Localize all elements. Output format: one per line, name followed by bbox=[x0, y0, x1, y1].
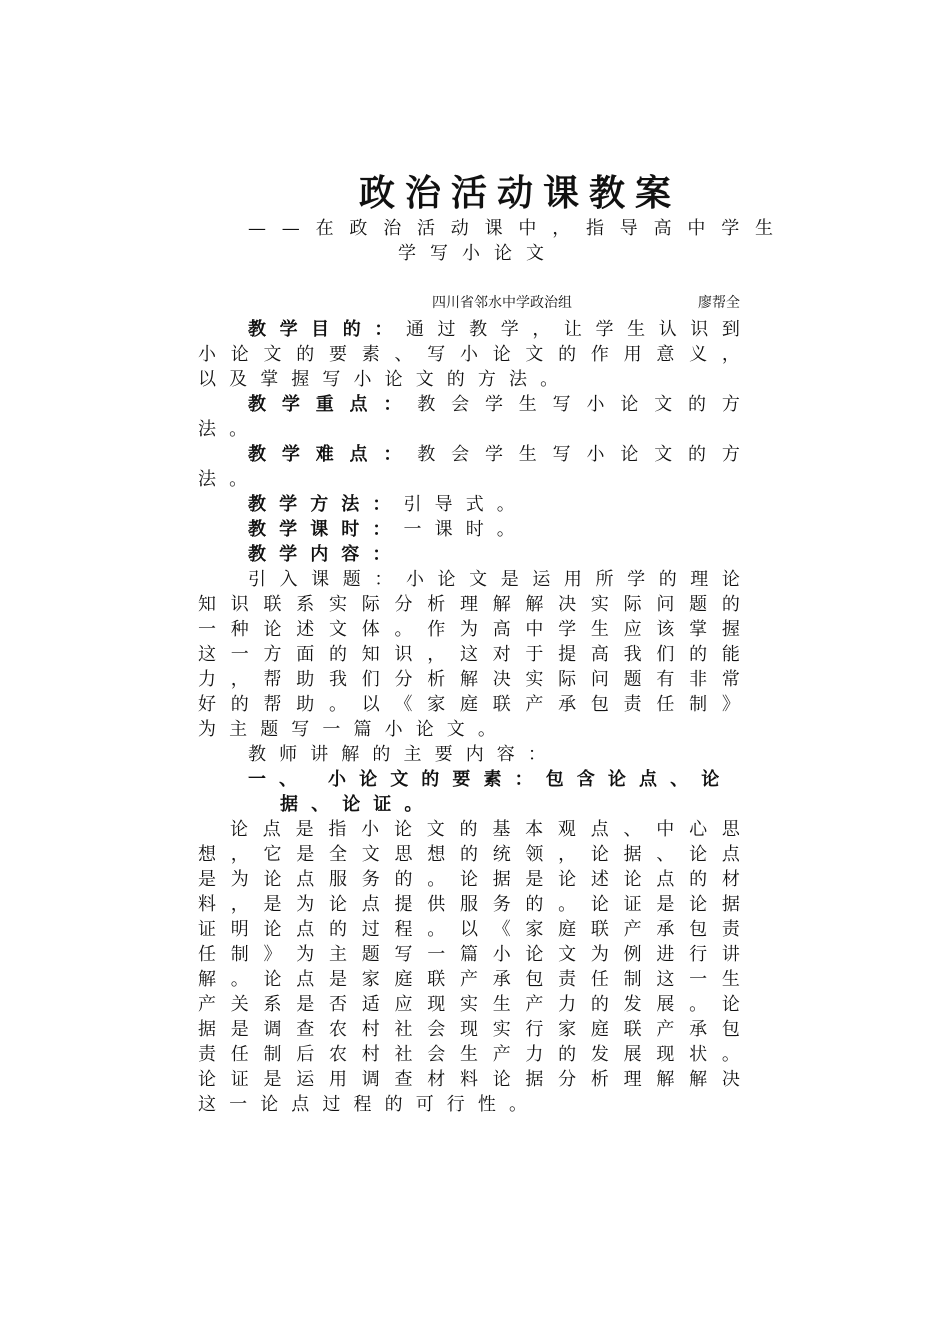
section-heading-text-b: 据、论证。 bbox=[280, 794, 436, 815]
document-body bbox=[198, 317, 753, 1117]
document-title: 政治活动课教案 bbox=[358, 173, 681, 214]
teaching-hours bbox=[198, 517, 753, 542]
teaching-goal bbox=[198, 317, 753, 392]
difficulty-text: 教会学生写小论文的方法。 bbox=[198, 444, 753, 490]
teaching-content bbox=[198, 542, 753, 567]
section-number: 一、 bbox=[248, 769, 310, 790]
subtitle-line-2: 学写小论文 bbox=[398, 243, 558, 264]
focus-text: 教会学生写小论文的方法。 bbox=[198, 394, 753, 440]
author-line bbox=[432, 293, 740, 313]
content-label: 教学内容： bbox=[248, 544, 404, 565]
method-text: 引导式。 bbox=[403, 494, 528, 515]
section-heading-1 bbox=[198, 767, 753, 817]
intro-paragraph: 引入课题：小论文是运用所学的理论知识联系实际分析理解解决实际问题的一种论述文体。作为高中学生应该掌握这一方面的知识，这对于提高我们的能力，帮助我们分析解决实际问题有非常好的帮助。以《家庭联产承包责任制》为主题写一篇小论文。 bbox=[198, 569, 753, 740]
goal-label: 教学目的： bbox=[248, 319, 406, 340]
teaching-difficulty bbox=[198, 442, 753, 492]
teaching-focus bbox=[198, 392, 753, 442]
elements-paragraph: 论点是指小论文的基本观点、中心思想，它是全文思想的统领，论据、论点是为论点服务的。论据是论述论点的材料，是为论点提供服务的。论证是论据证明论点的过程。以《家庭联产承包责任制》为主题写一篇小论文为例进行讲解。论点是家庭联产承包责任制这一生产关系是否适应现实生产力的发展。论据是调查农村社会现实行家庭联产承包责任制后农村社会生产力的发展现状。论证是运用调查材料论据分析理解解决这一论点过程的可行性。 bbox=[198, 819, 753, 1115]
teacher-explanation-heading: 教师讲解的主要内容： bbox=[248, 744, 559, 765]
hours-text: 一课时。 bbox=[403, 519, 528, 540]
subtitle-line-1: ——在政治活动课中，指导高中学生 bbox=[248, 218, 789, 239]
difficulty-label: 教学难点： bbox=[248, 444, 418, 465]
teaching-method bbox=[198, 492, 753, 517]
method-label: 教学方法： bbox=[248, 494, 404, 515]
section-heading-text-a: 小论文的要素：包含论点、论 bbox=[328, 769, 733, 790]
focus-label: 教学重点： bbox=[248, 394, 418, 415]
author-organization: 四川省邻水中学政治组 bbox=[432, 295, 572, 311]
author-name: 廖帮全 bbox=[698, 295, 740, 311]
goal-text: 通过教学，让学生认识到小论文的要素、写小论文的作用意义，以及掌握写小论文的方法。 bbox=[198, 319, 753, 390]
hours-label: 教学课时： bbox=[248, 519, 404, 540]
